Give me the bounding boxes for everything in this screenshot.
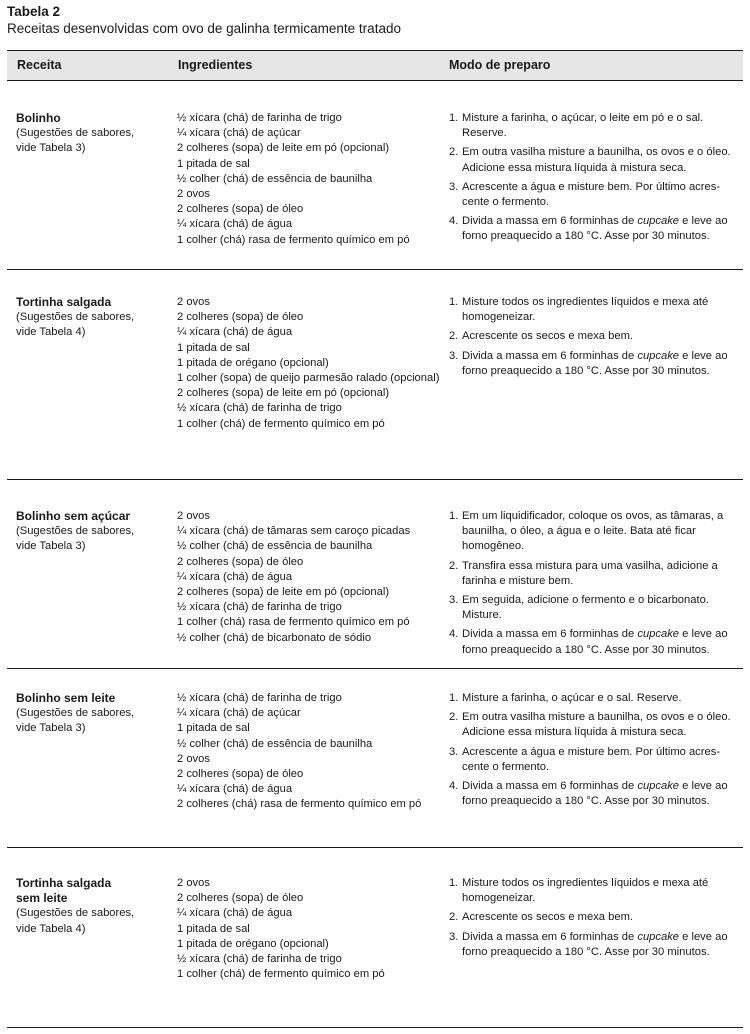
recipe-cell [16, 509, 166, 555]
step-number: 2. [449, 711, 459, 724]
step-text: Acrescente os secos e mexa bem. [462, 330, 633, 343]
step-item [449, 111, 739, 141]
step-item [449, 180, 739, 210]
step-text-end: e leve ao forno preaquecido a 180 °C. Asse por 30 minutos. [462, 780, 728, 808]
recipe-name: Tortinha salgada [16, 295, 112, 309]
step-number: 1. [449, 692, 459, 704]
table-row [7, 79, 743, 270]
ingredients-cell [177, 111, 442, 248]
preparation-cell [449, 295, 739, 383]
step-text: Acrescente os secos e mexa bem. [462, 911, 633, 924]
ingredient-item: ½ colher (chá) de essência de baunilha [177, 172, 373, 185]
ingredient-item: 2 ovos [177, 877, 210, 889]
ingredient-item: 1 pitada de orégano (opcional) [177, 356, 329, 369]
ingredient-item: 1 pitada de sal [177, 341, 250, 354]
ingredients-cell [177, 876, 442, 982]
table-row [7, 848, 743, 1028]
recipe-cell [16, 691, 166, 737]
ingredient-item: 1 pitada de sal [177, 722, 250, 735]
step-text: Em seguida, adicione o fermento e o bicarbonato. Misture. [462, 594, 709, 622]
ingredient-item: 2 colheres (sopa) de óleo [177, 311, 304, 324]
ingredient-item: 2 ovos [177, 510, 210, 522]
step-number: 2. [449, 146, 459, 159]
table-header [7, 50, 743, 81]
step-text: Acrescente a água e misture bem. Por último acres-cente o fermento. [462, 745, 721, 773]
step-item [449, 627, 739, 657]
table-row [7, 480, 743, 669]
step-item [449, 876, 739, 906]
ingredient-item: 1 pitada de orégano (opcional) [177, 937, 329, 950]
preparation-cell [449, 691, 739, 813]
recipe-note: (Sugestões de sabores, vide Tabela 4) [16, 311, 135, 339]
ingredient-item: ½ xícara (chá) de farinha de trigo [177, 402, 342, 415]
step-text: Divida a massa em 6 forminhas de [462, 349, 638, 362]
step-text: Transfira essa mistura para uma vasilha, adicione a farinha e misture bem. [462, 559, 718, 587]
step-text: Em um liquidificador, coloque os ovos, as tâmaras, a baunilha, o óleo, a água e o leite. Bata até ficar homogêneo. [462, 510, 724, 553]
ingredient-item: 1 colher (chá) de fermento químico em pó [177, 968, 385, 981]
step-number: 3. [449, 594, 459, 607]
table-caption [7, 3, 401, 37]
step-emphasis: cupcake [637, 930, 680, 943]
ingredients-cell [177, 509, 442, 646]
steps-list [449, 295, 739, 379]
ingredient-item: 1 pitada de sal [177, 922, 250, 935]
recipe-note: (Sugestões de sabores, vide Tabela 3) [16, 707, 135, 735]
step-emphasis: cupcake [637, 628, 680, 641]
step-text: Divida a massa em 6 forminhas de [462, 215, 638, 228]
ingredient-item: ¼ xícara (chá) de água [177, 783, 293, 796]
step-item [449, 910, 739, 925]
steps-list [449, 111, 739, 245]
ingredient-item: 2 ovos [177, 188, 210, 201]
recipe-name: Bolinho sem açúcar [16, 509, 131, 523]
ingredient-item: 2 colheres (sopa) de leite em pó (opcional) [177, 142, 390, 155]
column-header-ingredientes: Ingredientes [178, 58, 253, 72]
step-text-end: e leve ao forno preaquecido a 180 °C. Asse por 30 minutos. [462, 930, 728, 958]
step-text: Acrescente a água e misture bem. Por último acres-cente o fermento. [462, 180, 721, 209]
recipe-cell [16, 876, 166, 937]
ingredient-item: ½ xícara (chá) de farinha de trigo [177, 112, 342, 124]
step-item [449, 930, 739, 960]
step-item [449, 509, 739, 555]
step-item [449, 214, 739, 244]
step-item [449, 295, 739, 325]
step-text: Misture todos os ingredientes líquidos e mexa até homogeneizar. [462, 877, 709, 905]
column-header-receita: Receita [17, 58, 62, 72]
ingredient-item: 2 colheres (chá) rasa de fermento químico em pó [177, 798, 422, 811]
recipe-note: (Sugestões de sabores, vide Tabela 4) [16, 907, 135, 935]
ingredient-item: ½ colher (chá) de essência de baunilha [177, 540, 373, 553]
step-number: 2. [449, 330, 459, 343]
ingredient-item: ½ xícara (chá) de farinha de trigo [177, 692, 342, 704]
step-item [449, 329, 739, 344]
step-number: 1. [449, 112, 459, 124]
step-emphasis: cupcake [637, 215, 680, 228]
recipe-name: Bolinho sem leite [16, 691, 116, 705]
ingredient-item: 1 pitada de sal [177, 157, 250, 170]
ingredient-item: ¼ xícara (chá) de açúcar [177, 707, 301, 720]
step-number: 3. [449, 349, 459, 362]
steps-list [449, 876, 739, 960]
step-number: 4. [449, 780, 459, 793]
ingredient-item: 2 ovos [177, 752, 210, 765]
step-number: 4. [449, 628, 459, 641]
step-item [449, 349, 739, 379]
step-text: Divida a massa em 6 forminhas de [462, 628, 638, 641]
step-number: 1. [449, 296, 459, 308]
ingredient-item: ¼ xícara (chá) de água [177, 326, 293, 339]
step-item [449, 691, 739, 706]
ingredient-item: ¼ xícara (chá) de água [177, 218, 293, 231]
ingredient-item: 1 colher (sopa) de queijo parmesão ralado (opcional) [177, 372, 440, 385]
step-text-end: e leve ao forno preaquecido a 180 °C. Asse por 30 minutos. [462, 215, 728, 243]
table-row [7, 270, 743, 480]
column-header-modo-de-preparo: Modo de preparo [449, 58, 551, 72]
recipe-cell [16, 295, 166, 341]
step-text: Misture a farinha, o açúcar e o sal. Reserve. [462, 692, 682, 704]
ingredient-item: ½ colher (chá) de bicarbonato de sódio [177, 631, 372, 644]
step-text: Divida a massa em 6 forminhas de [462, 930, 638, 943]
step-number: 1. [449, 877, 459, 889]
steps-list [449, 691, 739, 809]
step-item [449, 779, 739, 809]
recipe-note: (Sugestões de sabores, vide Tabela 3) [16, 127, 135, 155]
ingredient-item: 1 colher (chá) de fermento químico em pó [177, 417, 385, 430]
step-text: Misture a farinha, o açúcar, o leite em pó e o sal. Reserve. [462, 112, 704, 140]
ingredient-item: ½ xícara (chá) de farinha de trigo [177, 953, 342, 966]
step-number: 4. [449, 215, 459, 228]
recipe-name: Tortinha salgada sem leite [16, 876, 112, 906]
step-emphasis: cupcake [637, 349, 680, 362]
table-subtitle: Receitas desenvolvidas com ovo de galinha termicamente tratado [7, 21, 401, 36]
ingredients-cell [177, 295, 442, 432]
step-text: Misture todos os ingredientes líquidos e mexa até homogeneizar. [462, 296, 709, 324]
ingredient-item: 2 colheres (sopa) de óleo [177, 203, 304, 216]
step-text: Em outra vasilha misture a baunilha, os ovos e o óleo. Adicione essa mistura líquida à mistura seca. [462, 711, 731, 739]
step-text: Em outra vasilha misture a baunilha, os ovos e o óleo. Adicione essa mistura líquida à mistura seca. [462, 146, 731, 174]
step-number: 3. [449, 930, 459, 943]
table-title: Tabela 2 [7, 4, 61, 19]
recipe-note: (Sugestões de sabores, vide Tabela 3) [16, 525, 135, 553]
step-number: 2. [449, 911, 459, 924]
ingredient-item: 2 colheres (sopa) de leite em pó (opcional) [177, 586, 390, 599]
step-item [449, 559, 739, 589]
step-item [449, 145, 739, 175]
step-number: 3. [449, 745, 459, 758]
preparation-cell [449, 509, 739, 662]
step-emphasis: cupcake [637, 780, 680, 793]
step-number: 2. [449, 559, 459, 572]
step-item [449, 710, 739, 740]
table-row [7, 669, 743, 848]
ingredient-item: 2 colheres (sopa) de óleo [177, 555, 304, 568]
ingredient-item: 1 colher (chá) rasa de fermento químico em pó [177, 616, 410, 629]
step-number: 1. [449, 510, 459, 522]
steps-list [449, 509, 739, 658]
step-text-end: e leve ao forno preaquecido a 180 °C. Asse por 30 minutos. [462, 349, 728, 377]
preparation-cell [449, 111, 739, 249]
step-item [449, 593, 739, 623]
preparation-cell [449, 876, 739, 964]
step-text-end: e leve ao forno preaquecido a 180 °C. Asse por 30 minutos. [462, 628, 728, 656]
ingredients-cell [177, 691, 442, 813]
step-number: 3. [449, 180, 459, 193]
ingredient-item: 2 colheres (sopa) de óleo [177, 892, 304, 905]
ingredient-item: ¼ xícara (chá) de água [177, 570, 293, 583]
recipe-name: Bolinho [16, 111, 61, 125]
ingredient-item: ¼ xícara (chá) de açúcar [177, 127, 301, 140]
ingredient-item: ½ xícara (chá) de farinha de trigo [177, 601, 342, 614]
recipe-cell [16, 111, 166, 157]
ingredient-item: 2 colheres (sopa) de leite em pó (opcional) [177, 387, 390, 400]
ingredient-item: ¼ xícara (chá) de tâmaras sem caroço picadas [177, 525, 411, 538]
ingredient-item: 2 colheres (sopa) de óleo [177, 768, 304, 781]
step-item [449, 745, 739, 775]
ingredient-item: ½ colher (chá) de essência de baunilha [177, 737, 373, 750]
ingredient-item: ¼ xícara (chá) de água [177, 907, 293, 920]
step-text: Divida a massa em 6 forminhas de [462, 780, 638, 793]
ingredient-item: 2 ovos [177, 296, 210, 308]
ingredient-item: 1 colher (chá) rasa de fermento químico em pó [177, 233, 410, 246]
